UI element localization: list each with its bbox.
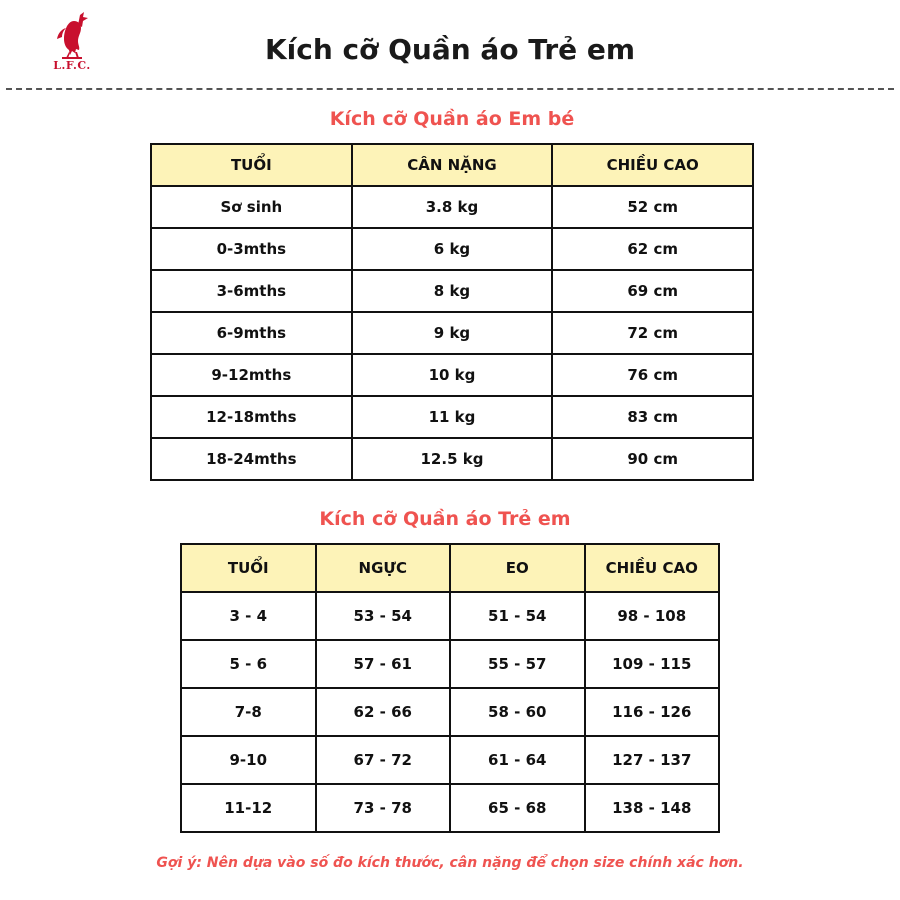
cell-waist: 51 - 54 xyxy=(450,592,585,640)
table-row xyxy=(181,736,719,784)
cell-age: 5 - 6 xyxy=(181,640,316,688)
logo-text: L.F.C. xyxy=(53,59,91,72)
column-header-height: CHIỀU CAO xyxy=(585,544,720,592)
baby-size-table xyxy=(150,143,754,481)
table-row xyxy=(151,396,753,438)
cell-waist: 58 - 60 xyxy=(450,688,585,736)
kids-size-table xyxy=(180,543,720,833)
cell-height: 83 cm xyxy=(552,396,753,438)
cell-height: 52 cm xyxy=(552,186,753,228)
cell-age: 12-18mths xyxy=(151,396,352,438)
cell-age: 0-3mths xyxy=(151,228,352,270)
cell-height: 127 - 137 xyxy=(585,736,720,784)
table-row xyxy=(151,354,753,396)
cell-age: 9-10 xyxy=(181,736,316,784)
cell-weight: 8 kg xyxy=(352,270,553,312)
column-header-waist: EO xyxy=(450,544,585,592)
cell-waist: 55 - 57 xyxy=(450,640,585,688)
cell-weight: 3.8 kg xyxy=(352,186,553,228)
cell-chest: 57 - 61 xyxy=(316,640,451,688)
table-header-row xyxy=(181,544,719,592)
column-header-age: TUỔI xyxy=(151,144,352,186)
column-header-chest: NGỰC xyxy=(316,544,451,592)
cell-height: 90 cm xyxy=(552,438,753,480)
table-row xyxy=(181,688,719,736)
baby-section-title: Kích cỡ Quần áo Em bé xyxy=(329,108,575,130)
column-header-height: CHIỀU CAO xyxy=(552,144,753,186)
cell-age: 11-12 xyxy=(181,784,316,832)
cell-height: 138 - 148 xyxy=(585,784,720,832)
cell-age: 9-12mths xyxy=(151,354,352,396)
cell-age: 6-9mths xyxy=(151,312,352,354)
cell-chest: 62 - 66 xyxy=(316,688,451,736)
table-row xyxy=(181,592,719,640)
cell-height: 76 cm xyxy=(552,354,753,396)
cell-height: 109 - 115 xyxy=(585,640,720,688)
table-row xyxy=(151,270,753,312)
table-row xyxy=(151,186,753,228)
column-header-weight: CÂN NẶNG xyxy=(352,144,553,186)
cell-waist: 65 - 68 xyxy=(450,784,585,832)
cell-height: 98 - 108 xyxy=(585,592,720,640)
cell-height: 116 - 126 xyxy=(585,688,720,736)
cell-height: 69 cm xyxy=(552,270,753,312)
cell-weight: 10 kg xyxy=(352,354,553,396)
table-row xyxy=(181,784,719,832)
kids-section-title: Kích cỡ Quần áo Trẻ em xyxy=(319,508,571,530)
cell-age: 3 - 4 xyxy=(181,592,316,640)
table-row xyxy=(151,312,753,354)
size-tip-footnote: Gợi ý: Nên dựa vào số đo kích thước, cân nặng để chọn size chính xác hơn. xyxy=(156,855,744,871)
cell-age: 18-24mths xyxy=(151,438,352,480)
column-header-age: TUỔI xyxy=(181,544,316,592)
cell-chest: 53 - 54 xyxy=(316,592,451,640)
cell-weight: 11 kg xyxy=(352,396,553,438)
cell-height: 62 cm xyxy=(552,228,753,270)
cell-chest: 67 - 72 xyxy=(316,736,451,784)
cell-height: 72 cm xyxy=(552,312,753,354)
cell-age: 7-8 xyxy=(181,688,316,736)
cell-age: Sơ sinh xyxy=(151,186,352,228)
cell-weight: 9 kg xyxy=(352,312,553,354)
table-row xyxy=(181,640,719,688)
cell-age: 3-6mths xyxy=(151,270,352,312)
cell-weight: 12.5 kg xyxy=(352,438,553,480)
cell-chest: 73 - 78 xyxy=(316,784,451,832)
table-row xyxy=(151,228,753,270)
page-title: Kích cỡ Quần áo Trẻ em xyxy=(264,33,636,66)
table-row xyxy=(151,438,753,480)
table-header-row xyxy=(151,144,753,186)
dashed-divider xyxy=(6,88,894,90)
cell-weight: 6 kg xyxy=(352,228,553,270)
cell-waist: 61 - 64 xyxy=(450,736,585,784)
